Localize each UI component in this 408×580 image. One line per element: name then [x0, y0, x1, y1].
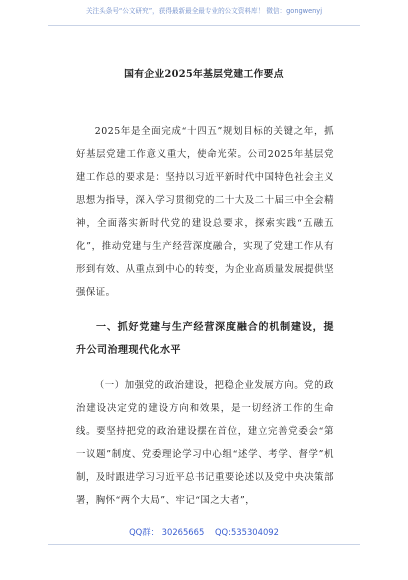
document-body	[76, 120, 334, 512]
section-paragraph: （一）加强党的政治建设，把稳企业发展方向。党的政治建设决定党的建设方向和效果，是一切经济工作的生命线。要坚持把党的政治建设摆在首位，建立完善党委会“第一议题”制度、党委理论学习中心组“述学、考学、督学”机制，及时跟进学习习近平总书记重要论述以及党中央决策部署，胸怀“两个大局”、牢记“国之大者”，	[76, 380, 334, 506]
header-text: 关注头条号“公文研究”，获得最新最全最专业的公文资料库！ 微信：gongwenyj	[85, 7, 323, 15]
document-title: 国有企业2025年基层党建工作要点	[124, 69, 284, 80]
page-header-banner	[0, 0, 408, 22]
intro-paragraph: 2025年是全面完成“十四五”规划目标的关键之年，抓好基层党建工作意义重大，使命光荣。公司2025年基层党建工作总的要求是：坚持以习近平新时代中国特色社会主义思想为指导，深入学习贯彻党的二十大及二十届三中全会精神，全面落实新时代党的建设总要求，探索实践“五融五化”，推动党建与生产经营深度融合，实现了党建工作从有形到有效、从重点到中心的转变，为企业高质量发展提供坚强保证。	[76, 126, 334, 298]
header-divider	[48, 25, 360, 26]
footer-qq-group: QQ群： 30265665	[129, 527, 205, 537]
footer-qq-number: QQ:535304092	[214, 527, 279, 537]
section-heading: 一、抓好党建与生产经营深度融合的机制建设，提升公司治理现代化水平	[76, 322, 334, 356]
footer-divider	[48, 544, 360, 545]
page-footer	[0, 526, 408, 538]
